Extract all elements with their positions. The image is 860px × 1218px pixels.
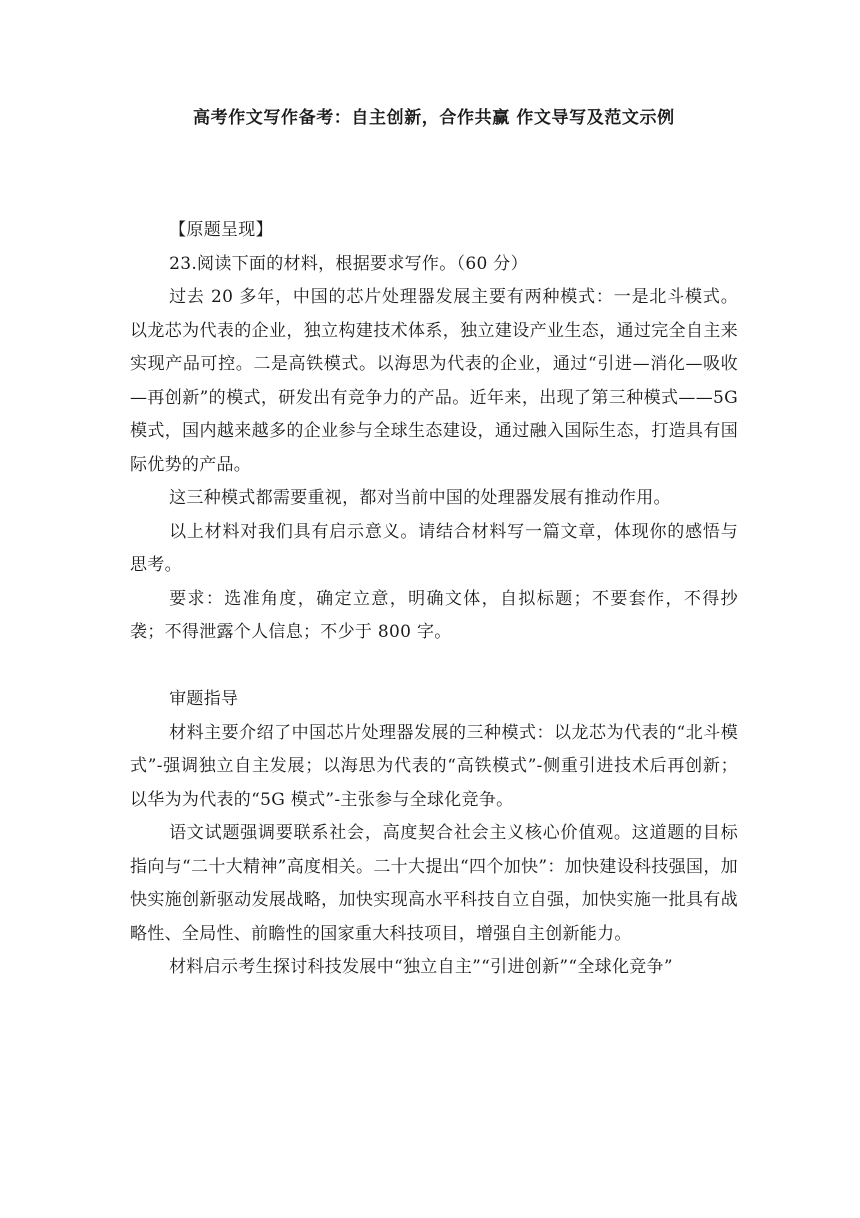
document-title: 高考作文写作备考：自主创新，合作共赢 作文导写及范文示例 bbox=[193, 108, 675, 128]
section-heading-original-question: 【原题呈现】 bbox=[169, 220, 273, 240]
document-body bbox=[130, 214, 738, 985]
requirements-paragraph: 要求：选准角度，确定立意，明确文体，自拟标题；不要套作，不得抄袭；不得泄露个人信息；不少于 800 字。 bbox=[130, 588, 738, 642]
material-paragraph: 过去 20 多年，中国的芯片处理器发展主要有两种模式：一是北斗模式。以龙芯为代表的企业，独立构建技术体系，独立建设产业生态，通过完全自主来实现产品可控。二是高铁模式。以海思为代表的企业，通过“引进—消化—吸收—再创新”的模式，研发出有竞争力的产品。近年来，出现了第三种模式——5G 模式，国内越来越多的企业参与全球生态建设，通过融入国际生态，打造具有国际优势的产品。 bbox=[130, 287, 738, 475]
section-heading-guidance: 审题指导 bbox=[169, 689, 239, 709]
guidance-paragraph: 材料启示考生探讨科技发展中“独立自主”“引进创新”“全球化竞争” bbox=[169, 957, 673, 977]
question-header: 23.阅读下面的材料，根据要求写作。（60 分） bbox=[169, 253, 528, 274]
title-container bbox=[193, 104, 753, 132]
guidance-paragraph: 材料主要介绍了中国芯片处理器发展的三种模式：以龙芯为代表的“北斗模式”-强调独立自主发展；以海思为代表的“高铁模式”-侧重引进技术后再创新；以华为为代表的“5G 模式”-主张参与全球化竞争。 bbox=[130, 722, 738, 810]
guidance-paragraph: 语文试题强调要联系社会，高度契合社会主义核心价值观。这道题的目标指向与“二十大精神”高度相关。二十大提出“四个加快”：加快建设科技强国，加快实施创新驱动发展战略，加快实现高水平科技自立自强，加快实施一批具有战略性、全局性、前瞻性的国家重大科技项目，增强自主创新能力。 bbox=[130, 823, 738, 944]
material-paragraph: 这三种模式都需要重视，都对当前中国的处理器发展有推动作用。 bbox=[169, 488, 671, 508]
prompt-paragraph: 以上材料对我们具有启示意义。请结合材料写一篇文章，体现你的感悟与思考。 bbox=[130, 521, 738, 575]
